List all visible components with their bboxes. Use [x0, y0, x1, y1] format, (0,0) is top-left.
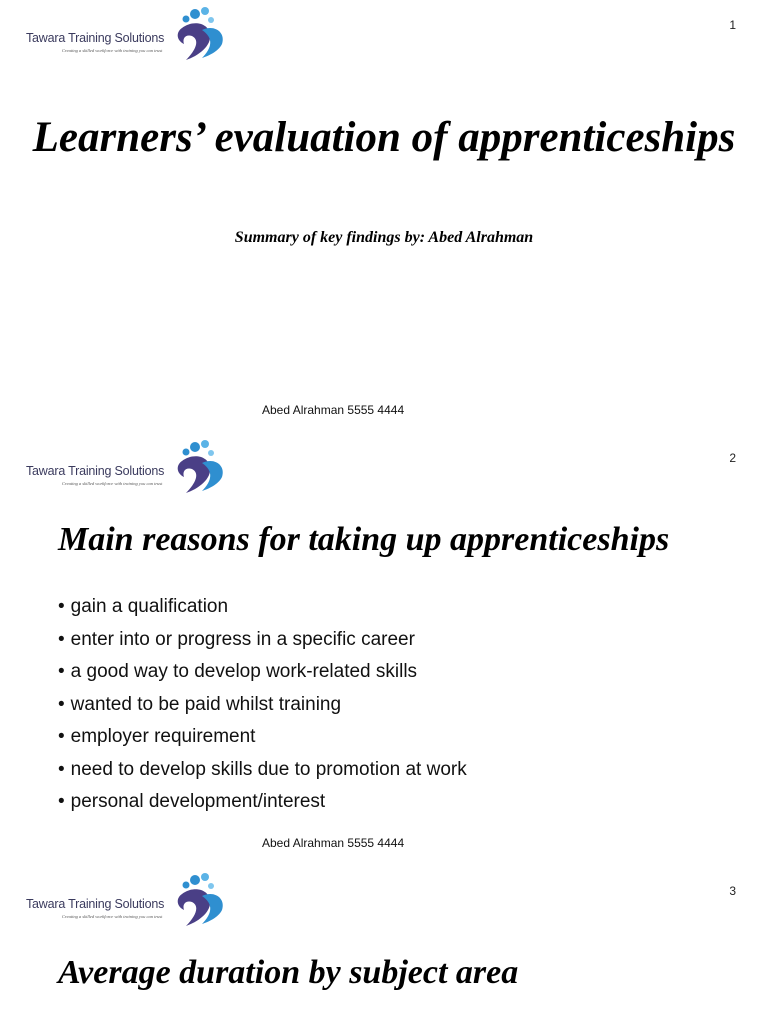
slide-title: Learners’ evaluation of apprenticeships [32, 114, 736, 161]
slide-number: 3 [729, 884, 736, 898]
logo-brand-text: Tawara Training Solutions [26, 464, 165, 478]
slide-footer: Abed Alrahman 5555 4444 [262, 403, 405, 417]
slide-3 [0, 866, 768, 1024]
logo-brand-text: Tawara Training Solutions [26, 31, 165, 45]
list-item: • personal development/interest [58, 786, 467, 819]
slide-number: 1 [729, 18, 736, 32]
logo-tagline: Creating a skilled workforce with training you can trust [62, 914, 163, 919]
logo-tagline: Creating a skilled workforce with training you can trust [62, 481, 163, 486]
company-logo [26, 872, 211, 928]
slide-1 [0, 0, 768, 433]
logo-splash-icon [162, 6, 232, 62]
list-item: • wanted to be paid whilst training [58, 689, 467, 722]
logo-brand-text: Tawara Training Solutions [26, 897, 165, 911]
slide-number: 2 [729, 451, 736, 465]
list-item: • enter into or progress in a specific career [58, 624, 467, 657]
logo-splash-icon [162, 439, 232, 495]
list-item: • a good way to develop work-related skills [58, 656, 467, 689]
list-item: • gain a qualification [58, 591, 467, 624]
slide-subtitle: Summary of key findings by: Abed Alrahman [234, 229, 534, 246]
company-logo [26, 439, 211, 495]
list-item: • employer requirement [58, 721, 467, 754]
logo-tagline: Creating a skilled workforce with training you can trust [62, 48, 163, 53]
slide-heading: Main reasons for taking up apprenticeships [58, 521, 670, 558]
bullet-list [58, 591, 467, 819]
slide-heading: Average duration by subject area [58, 954, 519, 991]
slide-2 [0, 433, 768, 866]
company-logo [26, 6, 211, 62]
list-item: • need to develop skills due to promotion at work [58, 754, 467, 787]
logo-splash-icon [162, 872, 232, 928]
slide-footer: Abed Alrahman 5555 4444 [262, 836, 405, 850]
